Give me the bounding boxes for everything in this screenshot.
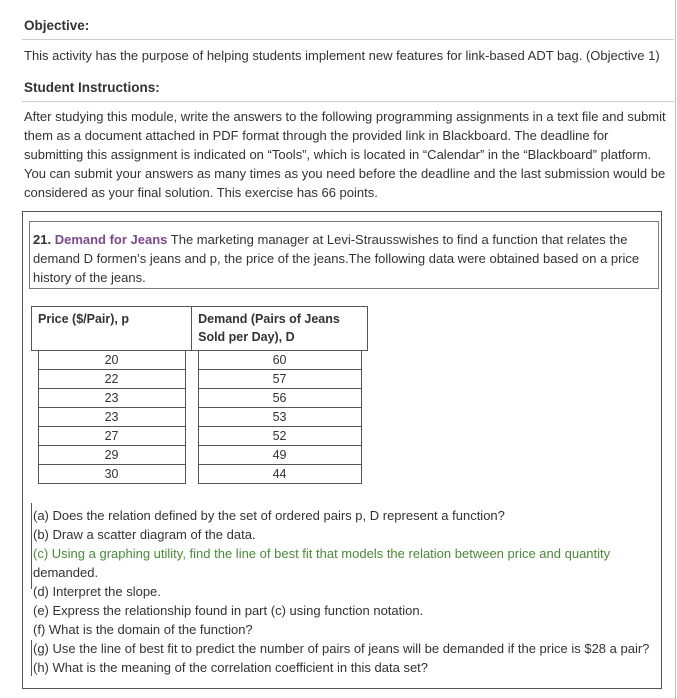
problem-intro [33, 230, 658, 287]
problem-intro-text-1: The marketing manager at Levi-Strausswishes to find a function that relates the [167, 232, 628, 247]
table-row [32, 427, 368, 446]
table-header-row [32, 307, 368, 351]
question-b: (b) Draw a scatter diagram of the data. [33, 527, 256, 542]
price-cell: 30 [38, 465, 185, 484]
questions-bar-top [31, 503, 32, 589]
price-cell: 22 [38, 370, 185, 389]
price-cell: 20 [38, 351, 185, 370]
question-h: (h) What is the meaning of the correlation coefficient in this data set? [33, 660, 429, 675]
table-row [32, 446, 368, 465]
questions-bar-bottom [31, 640, 32, 676]
objective-heading: Objective: [24, 18, 90, 33]
table-row [32, 389, 368, 408]
instructions-heading: Student Instructions: [24, 80, 160, 95]
instructions-text [24, 107, 666, 202]
price-demand-table [31, 306, 368, 484]
table-row [32, 351, 368, 370]
price-cell: 29 [38, 446, 185, 465]
objective-divider [22, 39, 674, 40]
problem-number: 21. [33, 232, 52, 247]
problem-title: Demand for Jeans [54, 232, 168, 247]
questions-list [33, 506, 659, 677]
question-d: (d) Interpret the slope. [33, 584, 161, 599]
price-cell: 23 [38, 408, 185, 427]
question-c: (c) Using a graphing utility, find the line of best fit that models the relation between price and quantity [33, 546, 611, 561]
demand-cell: 57 [198, 370, 361, 389]
question-f: (f) What is the domain of the function? [33, 622, 253, 637]
problem-intro-line-2: demand D formen’s jeans and p, the price of the jeans.The following data were obtained based on a price [33, 251, 640, 266]
price-cell: 23 [38, 389, 185, 408]
instructions-line: submitting this assignment is indicated on “Tools”, which is located in “Calendar” in the “Blackboard” platform. [24, 147, 652, 162]
instructions-line: You can submit your answers as many times as you need before the deadline and the last submission would be [24, 166, 666, 181]
instructions-line: them as a document attached in PDF format through the provided link in Blackboard. The deadline for [24, 128, 609, 143]
instructions-divider [22, 101, 674, 102]
question-a: (a) Does the relation defined by the set of ordered pairs p, D represent a function? [33, 508, 505, 523]
question-e: (e) Express the relationship found in part (c) using function notation. [33, 603, 424, 618]
question-g: (g) Use the line of best fit to predict the number of pairs of jeans will be demanded if the price is $28 a pair? [33, 641, 650, 656]
problem-intro-line-3: history of the jeans. [33, 270, 146, 285]
demand-cell: 44 [198, 465, 361, 484]
table-row [32, 465, 368, 484]
demand-cell: 60 [198, 351, 361, 370]
price-cell: 27 [38, 427, 185, 446]
table-row [32, 408, 368, 427]
instructions-line: After studying this module, write the answers to the following programming assignments in a text file and submit [24, 109, 666, 124]
table-row [32, 370, 368, 389]
demand-cell: 52 [198, 427, 361, 446]
page-edge-divider [675, 0, 676, 698]
demand-cell: 56 [198, 389, 361, 408]
instructions-line: considered as your final solution. This exercise has 66 points. [24, 185, 378, 200]
question-c-continued: demanded. [33, 565, 99, 580]
demand-column-header: Demand (Pairs of Jeans Sold per Day), D [192, 307, 368, 351]
problem-intro-line-1 [33, 230, 658, 249]
objective-text: This activity has the purpose of helping students implement new features for link-based ADT bag. (Objective 1) [24, 48, 660, 63]
demand-cell: 49 [198, 446, 361, 465]
price-column-header: Price ($/Pair), p [32, 307, 192, 351]
demand-cell: 53 [198, 408, 361, 427]
